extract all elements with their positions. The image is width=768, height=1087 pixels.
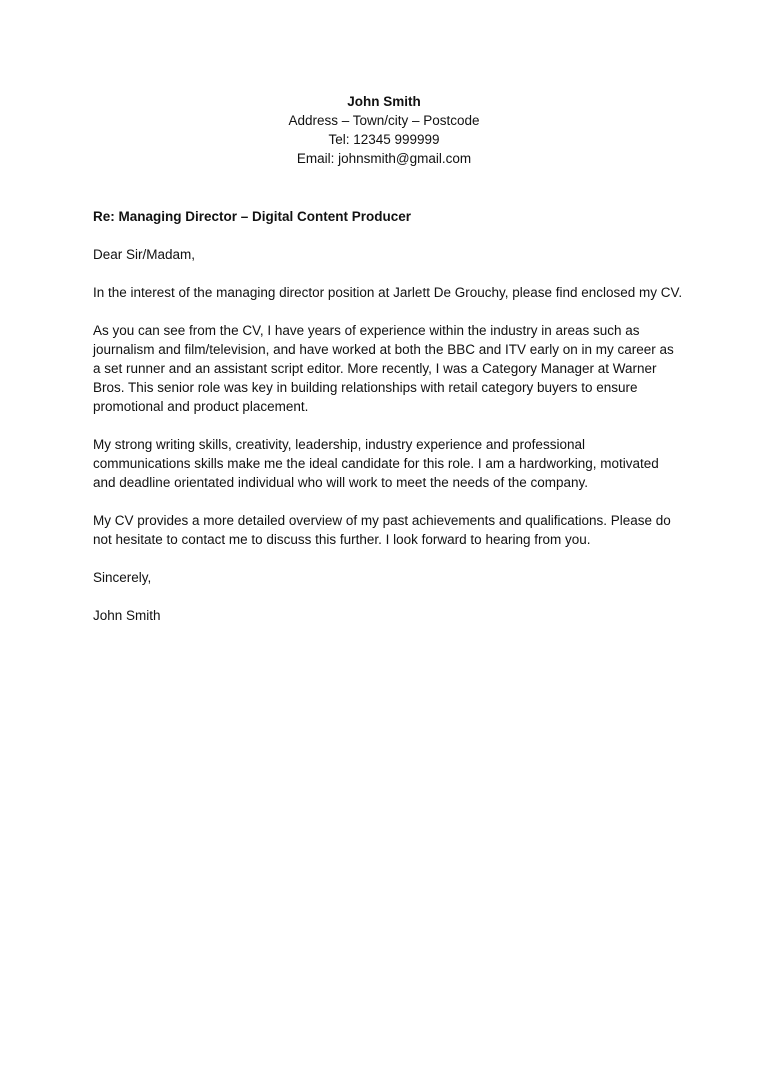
closing: Sincerely, — [93, 570, 152, 585]
paragraph-closing: My CV provides a more detailed overview of my past achievements and qualifications. Please do not hesitate to contact me to discuss this further. I look forward to hearing from you. — [93, 513, 671, 547]
sender-block — [0, 92, 768, 168]
salutation: Dear Sir/Madam, — [93, 247, 196, 262]
paragraph-skills: My strong writing skills, creativity, leadership, industry experience and professional communications skills make me the ideal candidate for this role. I am a hardworking, motivated and deadline orientated individual who will work to meet the needs of the company. — [93, 437, 659, 490]
subject-line: Re: Managing Director – Digital Content Producer — [93, 209, 412, 224]
signature: John Smith — [93, 608, 161, 623]
paragraph-intro: In the interest of the managing director position at Jarlett De Grouchy, please find enclosed my CV. — [93, 285, 683, 300]
sender-tel: Tel: 12345 999999 — [328, 132, 440, 147]
sender-name: John Smith — [347, 94, 421, 109]
sender-email: Email: johnsmith@gmail.com — [296, 151, 472, 166]
paragraph-experience: As you can see from the CV, I have years of experience within the industry in areas such as journalism and film/television, and have worked at both the BBC and ITV early on in my career as a set runner and an assistant script editor. More recently, I was a Category Manager at Warner Bros. This senior role was key in building relationships with retail category buyers to ensure promotional and product placement. — [93, 323, 674, 414]
letter-body — [93, 207, 683, 644]
sender-address: Address – Town/city – Postcode — [288, 113, 480, 128]
